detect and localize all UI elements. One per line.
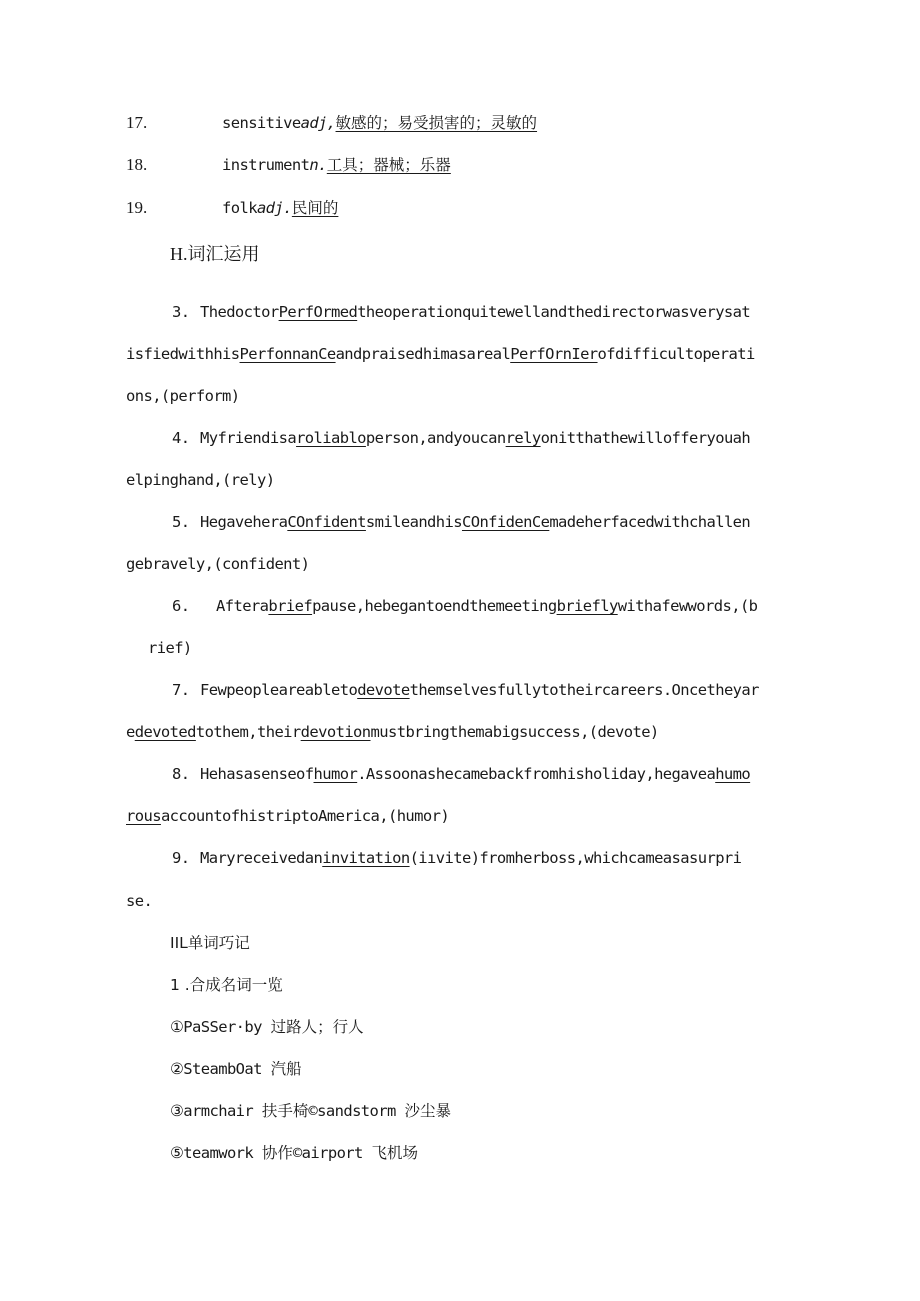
answer-blank: COnfidenCe: [461, 513, 550, 531]
exercise-text: mustbringthemabigsuccess,(devote): [370, 723, 659, 741]
exercise-text: madeherfacedwithchallen: [549, 513, 751, 531]
compound-word: ①PaSSer·by: [170, 1018, 262, 1036]
answer-blank: devotion: [300, 723, 371, 741]
compound-word: ©sandstorm: [308, 1102, 396, 1120]
exercise-text: e: [126, 723, 135, 741]
compound-word: ©airport: [292, 1144, 363, 1162]
exercise-9-line-2: [126, 891, 790, 911]
exercise-4-line-1: [172, 428, 836, 448]
vocab-item-18: [126, 155, 790, 175]
compound-meaning: 汽船: [270, 1060, 302, 1078]
exercise-text: person,andyoucan: [365, 429, 506, 447]
exercise-text: Maryreceivedan: [200, 849, 323, 867]
exercise-3-line-2: [126, 344, 790, 364]
section-title-word-tips: [170, 933, 834, 953]
answer-blank: humo: [715, 765, 751, 783]
exercise-text: Fewpeopleareableto: [200, 681, 358, 699]
exercise-6-line-2: [148, 638, 812, 658]
compound-item-1: [170, 1017, 834, 1037]
exercise-text: isfiedwithhis: [126, 345, 240, 363]
exercise-7-line-2: [126, 722, 790, 742]
exercise-8-line-1: [172, 764, 836, 784]
vocab-meaning: 敏感的；易受损害的；灵敏的: [335, 114, 538, 132]
exercise-number: 7.: [172, 681, 190, 699]
answer-blank: PerfonnanCe: [239, 345, 336, 363]
exercise-text: Aftera: [216, 597, 269, 615]
vocab-word: instrument: [222, 156, 310, 174]
answer-blank: devoted: [134, 723, 196, 741]
exercise-text: withafewwords,(b: [617, 597, 758, 615]
exercise-number: 3.: [172, 303, 190, 321]
exercise-number: 6.: [172, 597, 190, 615]
vocab-item-19: [126, 198, 790, 218]
compound-meaning: 协作: [261, 1144, 293, 1162]
exercise-number: 4.: [172, 429, 190, 447]
exercise-text: gebravely,(confident): [126, 555, 310, 573]
exercise-number: 9.: [172, 849, 190, 867]
answer-blank: PerfOrmed: [278, 303, 358, 321]
exercise-text: Hehasasenseof: [200, 765, 314, 783]
exercise-text: accountofhistriptoAmerica,(humor): [160, 807, 450, 825]
compound-meaning: 扶手椅: [261, 1102, 309, 1120]
compound-word: ⑤teamwork: [170, 1144, 254, 1162]
answer-blank: rous: [126, 807, 161, 825]
exercise-3-line-3: [126, 386, 790, 406]
answer-blank: PerfOrnIer: [510, 345, 598, 363]
compound-nouns-title: [170, 975, 834, 995]
exercise-3-line-1: [172, 302, 836, 322]
vocab-item-17: [126, 113, 790, 133]
compound-item-3: [170, 1101, 834, 1121]
exercise-text: ofdifficultoperati: [597, 345, 755, 363]
exercise-text: (iıvite)fromherboss,whichcameasasurpri: [409, 849, 742, 867]
exercise-text: se.: [126, 892, 153, 910]
exercise-text: andpraisedhimasareal: [335, 345, 511, 363]
compound-word: ②SteambOat: [170, 1060, 262, 1078]
exercise-text: pause,hebegantoendthemeeting: [312, 597, 557, 615]
answer-blank: rely: [505, 429, 541, 447]
vocab-meaning: 工具；器械；乐器: [326, 156, 451, 174]
exercise-text: elpinghand,(rely): [126, 471, 275, 489]
section-heading: H.词汇运用: [170, 244, 260, 264]
compound-item-4: [170, 1143, 834, 1163]
exercise-4-line-2: [126, 470, 790, 490]
exercise-text: onitthathewillofferyouah: [540, 429, 751, 447]
exercise-text: Myfriendisa: [200, 429, 297, 447]
exercise-text: theoperationquitewellandthedirectorwasverysat: [357, 303, 751, 321]
answer-blank: COnfident: [287, 513, 366, 531]
answer-blank: roliablo: [296, 429, 366, 447]
vocab-pos: adj.: [256, 199, 292, 217]
exercise-text: .Assoonashecamebackfromhisholiday,hegavea: [357, 765, 716, 783]
exercise-5-line-2: [126, 554, 790, 574]
exercise-7-line-1: [172, 680, 836, 700]
exercise-text: smileandhis: [365, 513, 462, 531]
vocab-number: 18.: [126, 155, 148, 174]
vocab-word: folk: [222, 199, 257, 217]
exercise-text: Thedoctor: [200, 303, 279, 321]
exercise-text: Hegavehera: [200, 513, 288, 531]
compound-meaning: 过路人；行人: [270, 1018, 364, 1036]
answer-blank: briefly: [556, 597, 618, 615]
answer-blank: invitation: [322, 849, 410, 867]
subsection-heading: 1 .合成名词一览: [170, 976, 283, 994]
exercise-number: 8.: [172, 765, 190, 783]
exercise-text: themselvesfullytotheircareers.Oncetheyar: [409, 681, 759, 699]
answer-blank: humor: [313, 765, 358, 783]
vocab-word: sensitive: [222, 114, 301, 132]
compound-meaning: 飞机场: [371, 1144, 419, 1162]
vocab-pos: adj,: [300, 114, 336, 132]
exercise-number: 5.: [172, 513, 190, 531]
compound-meaning: 沙尘暴: [404, 1102, 451, 1120]
vocab-pos: n.: [309, 156, 327, 174]
exercise-8-line-2: [126, 806, 790, 826]
exercise-text: ons,(perform): [126, 387, 240, 405]
vocab-number: 17.: [126, 113, 148, 132]
exercise-9-line-1: [172, 848, 836, 868]
answer-blank: devote: [357, 681, 410, 699]
exercise-5-line-1: [172, 512, 836, 532]
compound-item-2: [170, 1059, 834, 1079]
vocab-number: 19.: [126, 198, 148, 217]
exercise-text: rief): [148, 639, 192, 657]
section-title-vocab-use: [170, 244, 834, 265]
compound-word: ③armchair: [170, 1102, 254, 1120]
section-heading: IIL单词巧记: [170, 934, 250, 952]
exercise-text: tothem,their: [195, 723, 301, 741]
answer-blank: brief: [268, 597, 313, 615]
vocab-meaning: 民间的: [291, 199, 339, 217]
exercise-6-line-1: [172, 596, 836, 616]
